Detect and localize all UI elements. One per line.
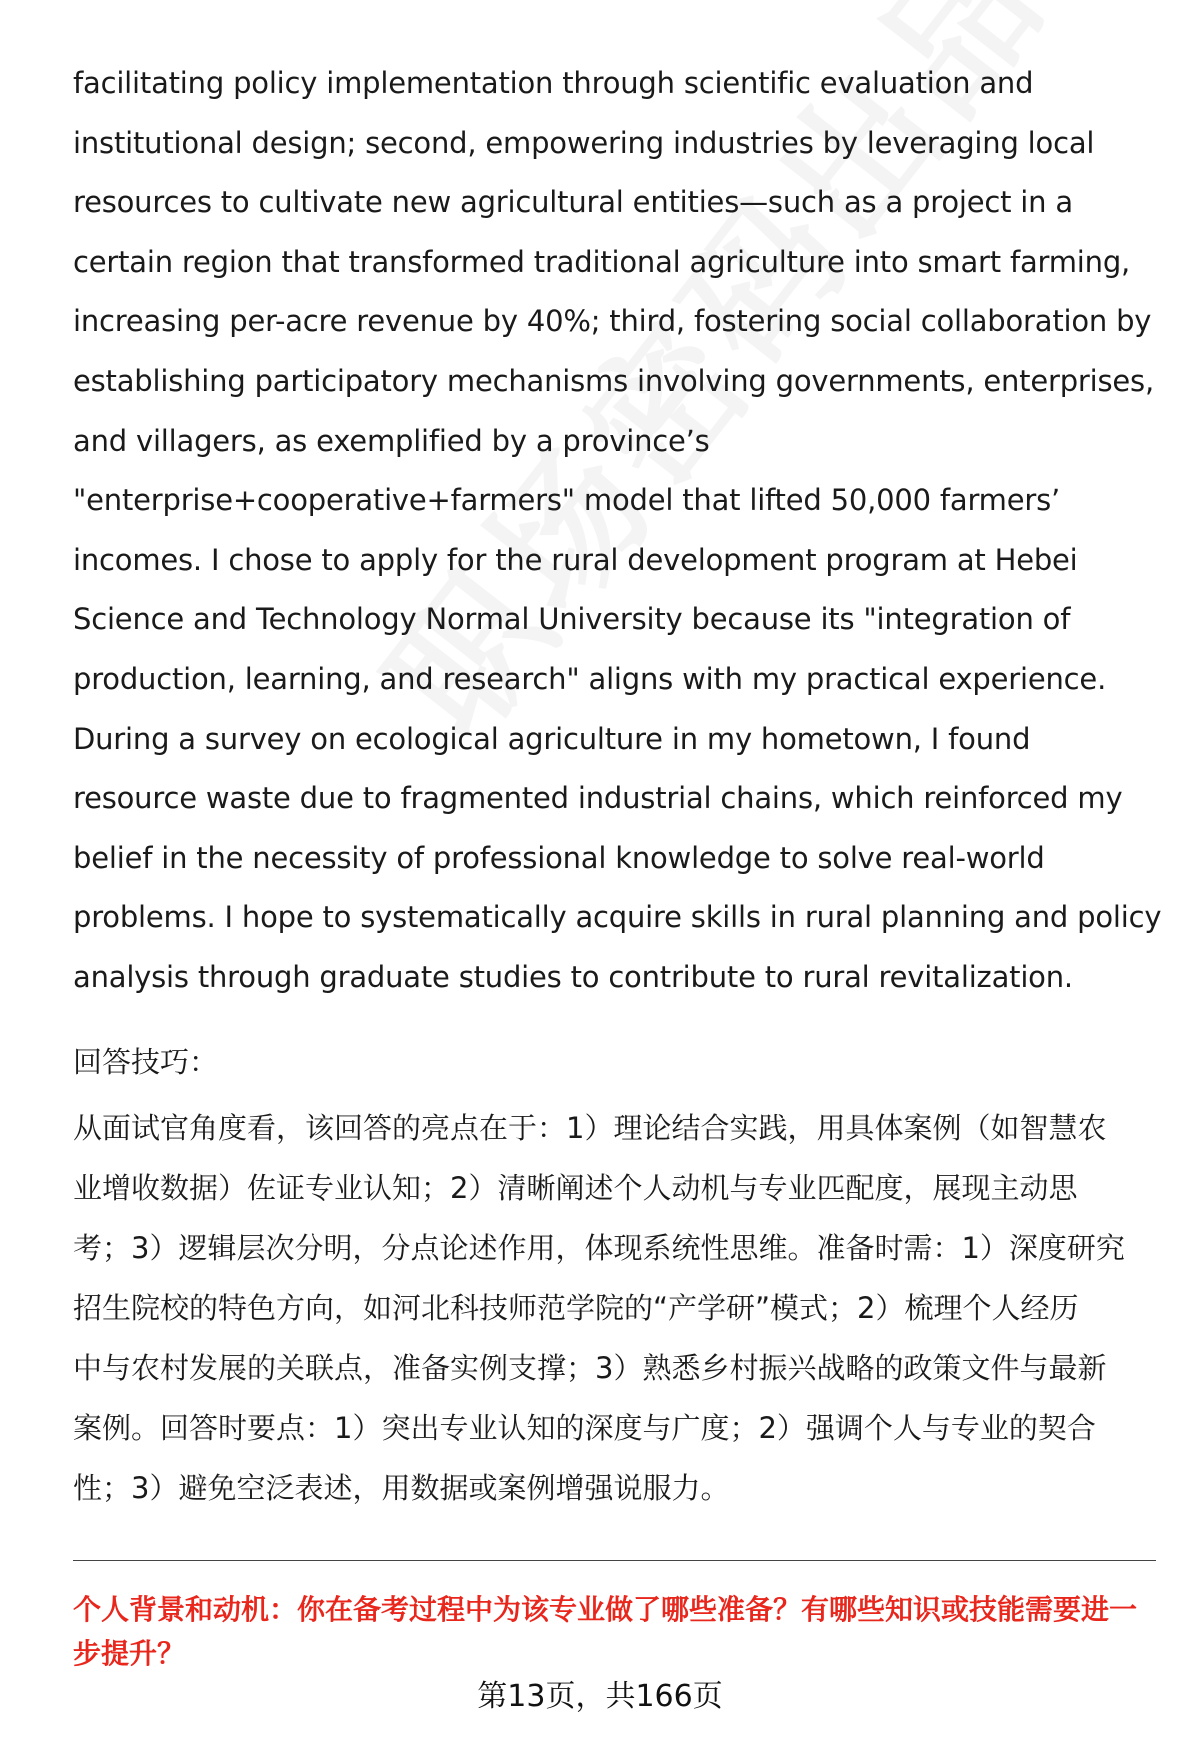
tips-body	[73, 1098, 1163, 1518]
body-line: "enterprise+cooperative+farmers" model that lifted 50,000 farmers’	[73, 483, 1061, 518]
tips-line: 招生院校的特色方向，如河北科技师范学院的“产学研”模式；2）梳理个人经历	[73, 1291, 1079, 1325]
tips-line: 考；3）逻辑层次分明，分点论述作用，体现系统性思维。准备时需：1）深度研究	[73, 1231, 1125, 1265]
body-line: establishing participatory mechanisms involving governments, enterprises,	[73, 363, 1154, 398]
body-line: analysis through graduate studies to contribute to rural revitalization.	[73, 959, 1073, 994]
body-line: institutional design; second, empowering industries by leveraging local	[73, 125, 1095, 160]
body-line: belief in the necessity of professional knowledge to solve real-world	[73, 840, 1045, 875]
body-line: resource waste due to fragmented industrial chains, which reinforced my	[73, 781, 1123, 816]
tips-line: 从面试官角度看，该回答的亮点在于：1）理论结合实践，用具体案例（如智慧农	[73, 1111, 1107, 1145]
tips-line: 性；3）避免空泛表述，用数据或案例增强说服力。	[73, 1471, 730, 1505]
section-divider	[73, 1560, 1156, 1561]
body-line: resources to cultivate new agricultural entities—such as a project in a	[73, 185, 1073, 220]
body-line: certain region that transformed traditional agriculture into smart farming,	[73, 244, 1131, 279]
page-number: 第13页，共166页	[477, 1679, 723, 1714]
body-line: Science and Technology Normal University because its "integration of	[73, 602, 1071, 637]
body-line: incomes. I chose to apply for the rural development program at Hebei	[73, 542, 1078, 577]
body-line: problems. I hope to systematically acquire skills in rural planning and policy	[73, 900, 1162, 935]
tips-line: 中与农村发展的关联点，准备实例支撑；3）熟悉乡村振兴战略的政策文件与最新	[73, 1351, 1107, 1385]
body-line: production, learning, and research" aligns with my practical experience.	[73, 661, 1107, 696]
tips-line: 业增收数据）佐证专业认知；2）清晰阐述个人动机与专业匹配度，展现主动思	[73, 1171, 1078, 1205]
answer-body	[73, 54, 1163, 1008]
tips-line: 案例。回答时要点：1）突出专业认知的深度与广度；2）强调个人与专业的契合	[73, 1411, 1096, 1445]
next-question-heading: 个人背景和动机：你在备考过程中为该专业做了哪些准备？有哪些知识或技能需要进一步提升？	[73, 1593, 1138, 1670]
tips-heading: 回答技巧：	[73, 1045, 219, 1079]
body-line: During a survey on ecological agriculture in my hometown, I found	[73, 721, 1031, 756]
body-line: and villagers, as exemplified by a province’s	[73, 423, 710, 458]
body-line: increasing per-acre revenue by 40%; third, fostering social collaboration by	[73, 304, 1152, 339]
body-line: facilitating policy implementation through scientific evaluation and	[73, 66, 1034, 100]
